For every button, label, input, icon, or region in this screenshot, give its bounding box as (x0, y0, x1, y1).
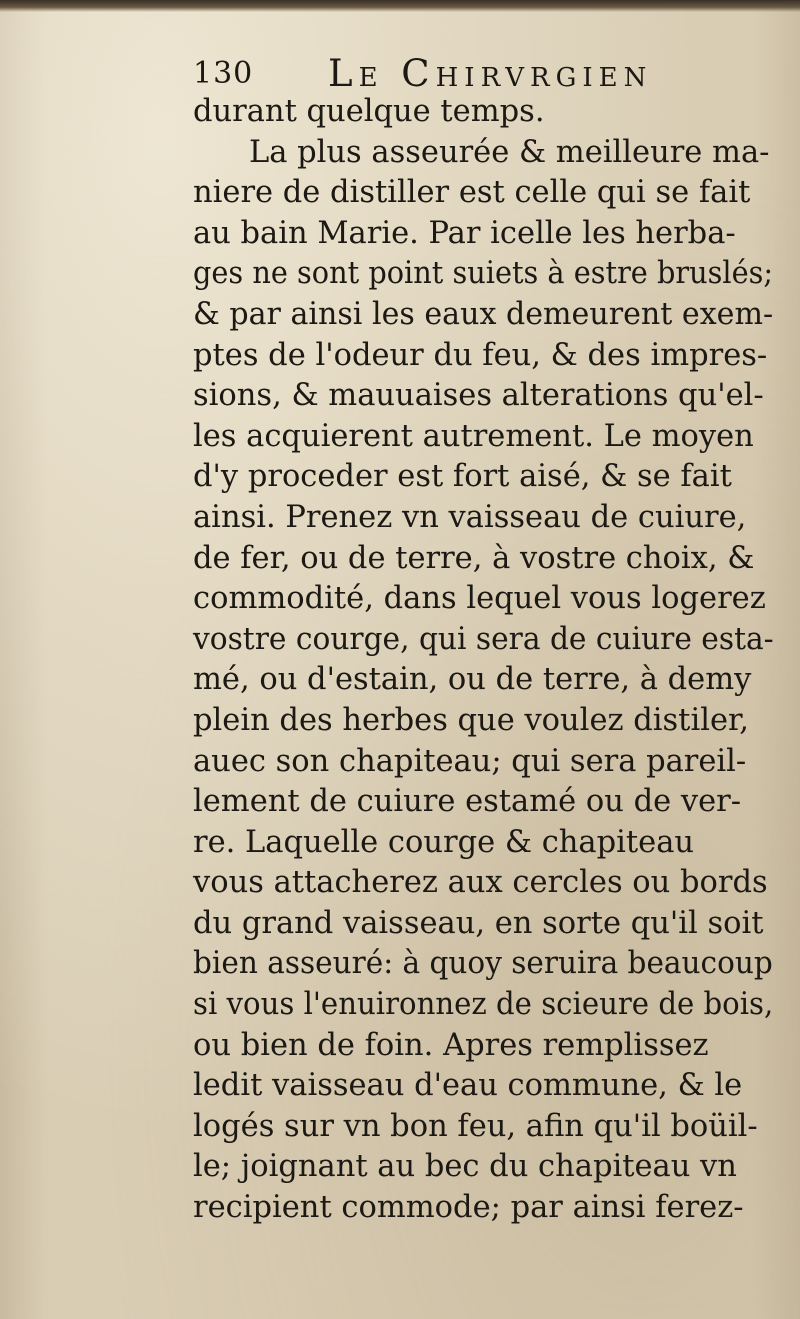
text-line: ges ne sont point suiets à estre bruslés; (193, 256, 774, 292)
page-header (193, 50, 673, 98)
text-line: & par ainsi les eaux demeurent exem- (193, 296, 774, 332)
text-line: au bain Marie. Par icelle les herba- (193, 215, 736, 251)
text-line: ptes de l'odeur du feu, & des impres- (193, 337, 768, 373)
text-line: re. Laquelle courge & chapiteau (193, 824, 695, 860)
text-line: vostre courge, qui sera de cuiure esta- (193, 621, 774, 657)
text-line: auec son chapiteau; qui sera pareil- (193, 743, 747, 779)
text-line: recipient commode; par ainsi ferez- (193, 1190, 744, 1226)
text-line: mé, ou d'estain, ou de terre, à demy (193, 662, 752, 698)
running-head: Le Chirvrgien (328, 52, 653, 95)
text-line: ou bien de foin. Apres remplissez (193, 1027, 709, 1063)
text-line: d'y proceder est fort aisé, & se fait (193, 459, 732, 495)
text-line: durant quelque temps. (193, 94, 545, 129)
text-line: La plus asseurée & meilleure ma- (249, 134, 770, 170)
body-text (193, 92, 773, 1229)
text-line: lement de cuiure estamé ou de ver- (193, 784, 742, 820)
text-line: vous attacherez aux cercles ou bords (193, 865, 768, 901)
text-line: logés sur vn bon feu, afin qu'il boüil- (193, 1108, 758, 1144)
text-line: du grand vaisseau, en sorte qu'il soit (193, 905, 764, 941)
text-line: le; joignant au bec du chapiteau vn (193, 1149, 737, 1185)
text-line: sions, & mauuaises alterations qu'el- (193, 378, 764, 414)
text-line: plein des herbes que voulez distiler, (193, 702, 749, 738)
text-line: commodité, dans lequel vous logerez (193, 581, 766, 617)
text-line: les acquierent autrement. Le moyen (193, 418, 754, 454)
text-line: ledit vaisseau d'eau commune, & le (193, 1068, 743, 1104)
text-line: niere de distiller est celle qui se fait (193, 175, 751, 211)
text-line: bien asseuré: à quoy seruira beaucoup (193, 946, 773, 982)
text-line: de fer, ou de terre, à vostre choix, & (193, 540, 755, 576)
text-line: ainsi. Prenez vn vaisseau de cuiure, (193, 499, 747, 535)
text-line: si vous l'enuironnez de scieure de bois, (193, 987, 774, 1023)
page-number: 130 (193, 56, 254, 91)
